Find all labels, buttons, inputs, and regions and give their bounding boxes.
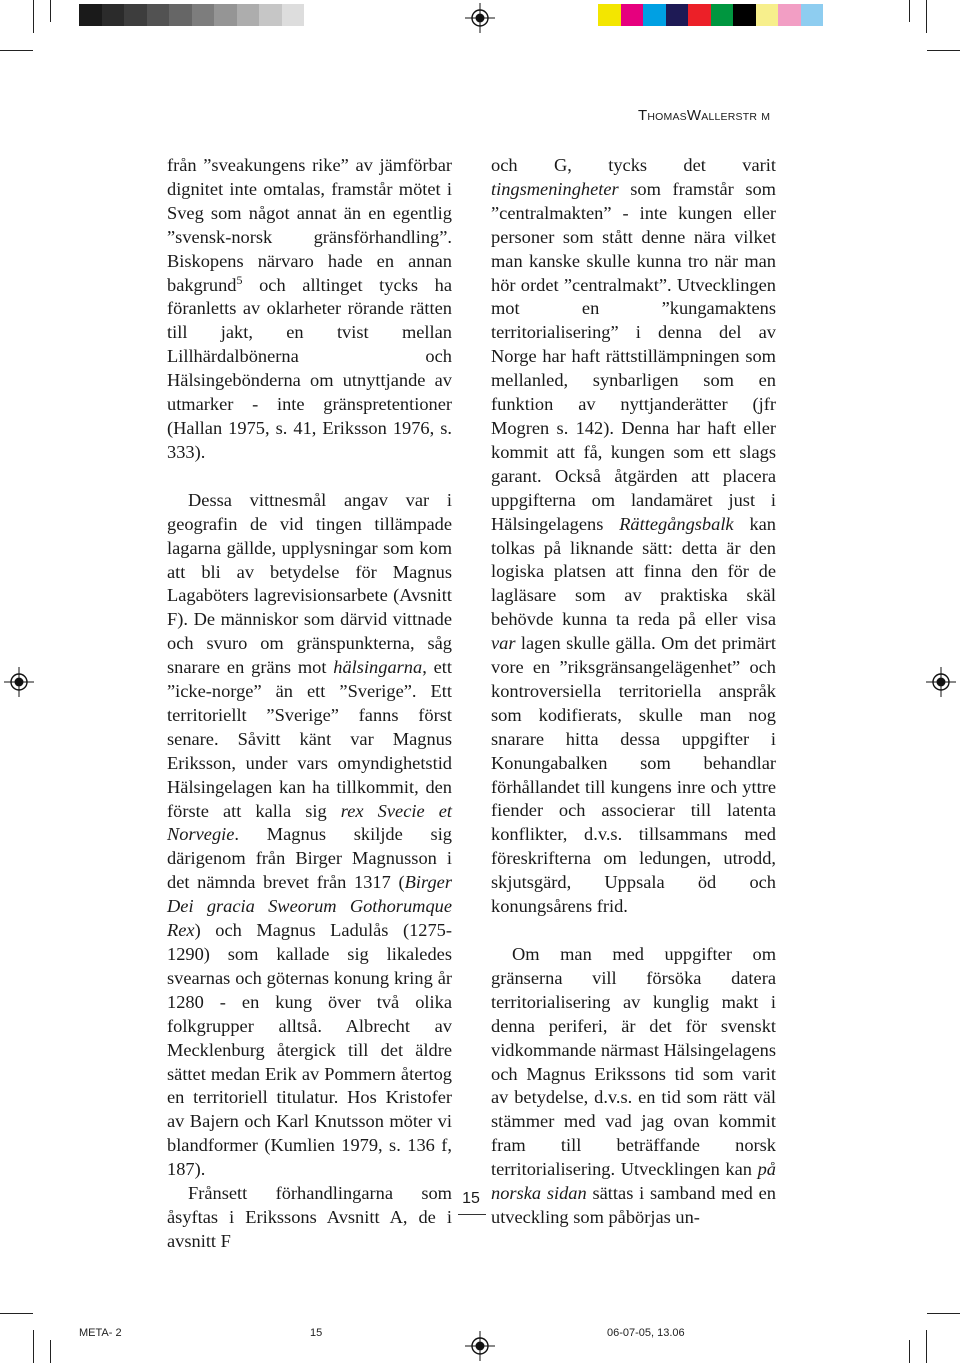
color-swatch	[733, 4, 756, 26]
registration-target-icon	[465, 1331, 495, 1361]
gray-swatch	[282, 4, 305, 26]
text-run: , ett ”icke-norge” än ett ”Sverige”. Ett territoriellt ”Sverige” fanns först senare. Såvitt känt var Magnus Eriksson, under vars omyndighetstid Hälsingelagen kan ha tillkommit, den förste att kalla sig	[167, 657, 453, 821]
italic-text: tingsmeningheter	[491, 178, 619, 199]
color-swatch	[621, 4, 644, 26]
crop-mark	[909, 1340, 910, 1363]
italic-text: var	[491, 633, 516, 654]
header-text: M	[761, 111, 771, 123]
crop-mark	[927, 1313, 960, 1314]
paragraph	[491, 154, 776, 919]
crop-mark	[50, 1340, 51, 1363]
text-run: kan tolkas på liknande sätt: detta är den logiska platsen att finna den för de lagläsare som av praktiska skäl behövde kunna ta reda på eller visa	[491, 513, 776, 630]
registration-target-icon	[926, 667, 956, 697]
text-run: Om man med uppgifter om gränserna vill försöka datera territorialisering av kunglig makt i denna periferi, är det för svenskt vidkommande närmast Hälsingelagens och Magnus Erikssons tid som varit av betydelse, d.v.s. en tid som rätt väl stämmer med vad jag ovan kommit fram till beträffande norsk territorialisering. Utvecklingen kan	[491, 944, 776, 1180]
paragraph	[167, 1182, 452, 1254]
text-run: sättas i samband med en utveckling som påbörjas un-	[491, 1183, 776, 1227]
slug-job: META- 2	[79, 1327, 122, 1339]
header-initial: T	[638, 107, 648, 124]
text-run: och G, tycks det varit	[491, 155, 776, 175]
text-run: lagen skulle gälla. Om det primärt vore en ”riksgränsangelägenhet” och kontroversiella territoriella anspråk som kodifierats, skulle man nog snarare hitta dessa uppgifter i Konungabalken som behandlar förhållandet till kungens inre och yttre fiender och associerar till latenta konflikter, d.v.s. tillsammans med föreskrifterna om ledungen, utrodd, skjutsgärd, Uppsala öd och konungsårens frid.	[491, 633, 776, 917]
crop-mark	[33, 0, 34, 33]
gray-swatch	[102, 4, 125, 26]
paragraph	[167, 489, 452, 1182]
color-swatch	[711, 4, 734, 26]
italic-text: rex Svecie et Norvegie	[167, 800, 452, 845]
gray-calibration-bar	[79, 4, 304, 26]
color-swatch	[666, 4, 689, 26]
text-run: . Magnus skiljde sig därigenom från Birger Magnusson i det nämnda brevet från 1317 (	[167, 824, 452, 893]
italic-text: Birger Dei gracia Sweorum Gothorumque Rex	[167, 872, 452, 941]
crop-mark	[33, 1330, 34, 1363]
header-text: HOMAS	[647, 111, 687, 123]
color-calibration-bar	[598, 4, 823, 26]
crop-mark	[0, 50, 33, 51]
header-initial: W	[686, 107, 702, 124]
crop-mark	[909, 0, 910, 22]
gray-swatch	[192, 4, 215, 26]
italic-text: hälsingarna	[333, 657, 423, 678]
slug-page: 15	[310, 1327, 323, 1339]
gray-swatch	[147, 4, 170, 26]
slug-timestamp: 06-07-05, 13.06	[607, 1327, 685, 1339]
color-swatch	[688, 4, 711, 26]
gray-swatch	[259, 4, 282, 26]
header-text: ALLERSTR	[701, 111, 758, 123]
crop-mark	[926, 1330, 927, 1363]
left-text-column	[167, 154, 452, 1254]
paragraph	[167, 154, 452, 465]
registration-target-icon	[465, 3, 495, 33]
text-run: och alltinget tycks ha föranletts av oklarheter rörande rätten till jakt, en tvist mellan Lillhärdalbönerna och Hälsingebönderna om utnyttjande av utmarker - inte gränspretentioner (Hallan 1975, s. 41, Eriksson 1976, s. 333).	[167, 274, 452, 462]
text-run: som framstår som ”centralmakten” - inte kungen eller personer som stått denne nära vilket man kanske skulle kunna tro när man hör ordet ”centralmakt”. Utvecklingen mot en ”kungamaktens territorialisering” i denna del av Norge har haft rättstillämpningen som mellanled, synbarligen som en funktion av nyttjanderätter (jfr Mogren s. 142). Denna har haft eller kommit att få, kungen som ett slags garant. Också åtgärden att placera uppgifterna om landamäret just i Hälsingelagens	[491, 178, 776, 534]
crop-mark	[0, 1313, 33, 1314]
gray-swatch	[237, 4, 260, 26]
footnote-marker: 5	[236, 272, 243, 287]
gray-swatch	[214, 4, 237, 26]
crop-mark	[926, 0, 927, 33]
color-swatch	[643, 4, 666, 26]
color-swatch	[598, 4, 621, 26]
text-run: Frånsett förhandlingarna som åsyftas i Erikssons Avsnitt A, de i avsnitt F	[167, 1183, 452, 1251]
color-swatch	[756, 4, 779, 26]
paragraph	[491, 943, 776, 1230]
color-swatch	[778, 4, 801, 26]
italic-text: på norska sidan	[491, 1159, 776, 1204]
page-number-rule	[458, 1214, 486, 1215]
gray-swatch	[79, 4, 102, 26]
crop-mark	[50, 0, 51, 22]
text-run: från ”sveakungens rike” av jämförbar dignitet inte omtalas, framstår mötet i Sveg som något annat än en egentlig ”svensk-norsk gränsförhandling”. Biskopens närvaro hade en annan bakgrund	[167, 155, 452, 295]
color-swatch	[801, 4, 824, 26]
gray-swatch	[169, 4, 192, 26]
right-text-column	[491, 154, 776, 1230]
registration-target-icon	[4, 667, 34, 697]
gray-swatch	[124, 4, 147, 26]
text-run: ) och Magnus Ladulås (1275-1290) som kallade sig likaledes svearnas och göternas konung kring år 1280 - en kung över två olika folkgrupper alltså. Albrecht av Mecklenburg återgick till det äldre sättet medan Erik av Pommern återtog en territoriell titulatur. Hos Kristofer av Bajern och Karl Knutsson möter vi blandformer (Kumlien 1979, s. 136 f, 187).	[167, 920, 452, 1180]
page-number: 15	[462, 1190, 480, 1207]
italic-text: Rättegångsbalk	[619, 513, 734, 534]
text-run: Dessa vittnesmål angav var i geografin de vid tingen tillämpade lagarna gällde, upplysningar som kom att bli av betydelse för Magnus Lagaböters lagrevisionsarbete (Avsnitt F). De människor som därvid vittnade och svuro om gränspunkterna, såg snarare en gräns mot	[167, 489, 452, 678]
crop-mark	[927, 50, 960, 51]
running-header-author	[638, 107, 770, 124]
